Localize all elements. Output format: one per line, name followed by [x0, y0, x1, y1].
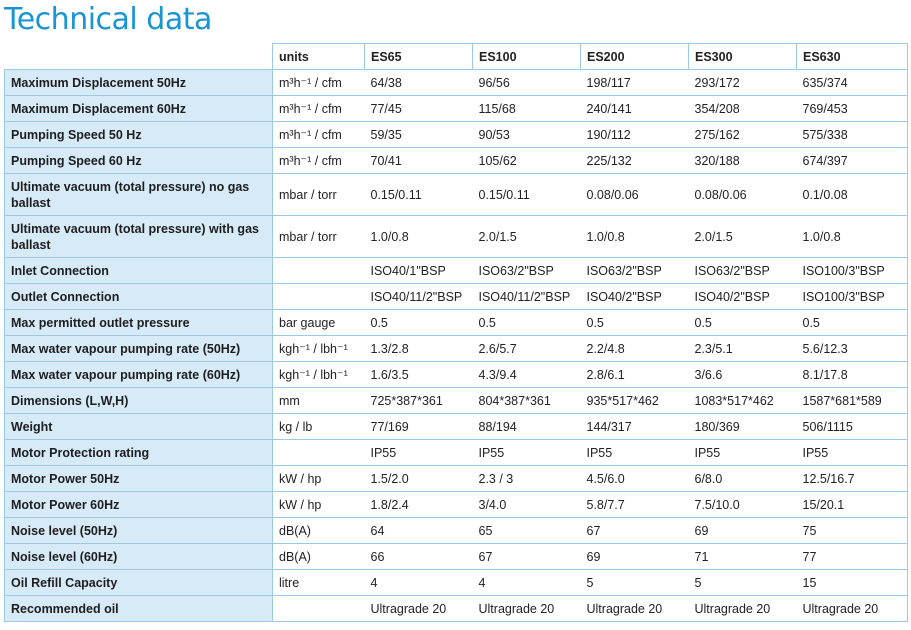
column-header-units: units — [273, 44, 365, 70]
row-unit: m³h⁻¹ / cfm — [273, 148, 365, 174]
table-row — [5, 518, 908, 544]
table-row — [5, 440, 908, 466]
cell-value: 725*387*361 — [365, 388, 473, 414]
cell-value: ISO40/2"BSP — [581, 284, 689, 310]
cell-value: 5.8/7.7 — [581, 492, 689, 518]
cell-value: 190/112 — [581, 122, 689, 148]
row-unit: kgh⁻¹ / lbh⁻¹ — [273, 362, 365, 388]
cell-value: 70/41 — [365, 148, 473, 174]
cell-value: 674/397 — [797, 148, 908, 174]
cell-value: 67 — [473, 544, 581, 570]
cell-value: 105/62 — [473, 148, 581, 174]
cell-value: 1083*517*462 — [689, 388, 797, 414]
cell-value: 180/369 — [689, 414, 797, 440]
row-label: Recommended oil — [5, 596, 273, 622]
cell-value: 15 — [797, 570, 908, 596]
cell-value: 1.0/0.8 — [797, 216, 908, 258]
cell-value: Ultragrade 20 — [797, 596, 908, 622]
cell-value: 0.5 — [365, 310, 473, 336]
cell-value: ISO40/2"BSP — [689, 284, 797, 310]
cell-value: Ultragrade 20 — [365, 596, 473, 622]
cell-value: 635/374 — [797, 70, 908, 96]
row-label: Max water vapour pumping rate (60Hz) — [5, 362, 273, 388]
row-label: Motor Protection rating — [5, 440, 273, 466]
cell-value: ISO40/1"BSP — [365, 258, 473, 284]
column-header-es100: ES100 — [473, 44, 581, 70]
cell-value: ISO63/2"BSP — [581, 258, 689, 284]
row-unit: dB(A) — [273, 518, 365, 544]
row-label: Pumping Speed 60 Hz — [5, 148, 273, 174]
row-unit: mm — [273, 388, 365, 414]
row-label: Oil Refill Capacity — [5, 570, 273, 596]
cell-value: 0.5 — [473, 310, 581, 336]
cell-value: ISO100/3"BSP — [797, 258, 908, 284]
row-unit: litre — [273, 570, 365, 596]
cell-value: ISO100/3"BSP — [797, 284, 908, 310]
cell-value: IP55 — [473, 440, 581, 466]
cell-value: 5 — [581, 570, 689, 596]
cell-value: ISO40/11/2"BSP — [365, 284, 473, 310]
cell-value: 90/53 — [473, 122, 581, 148]
cell-value: 275/162 — [689, 122, 797, 148]
row-unit: kg / lb — [273, 414, 365, 440]
cell-value: ISO63/2"BSP — [689, 258, 797, 284]
row-label: Dimensions (L,W,H) — [5, 388, 273, 414]
cell-value: 65 — [473, 518, 581, 544]
table-row — [5, 466, 908, 492]
column-header-es300: ES300 — [689, 44, 797, 70]
table-row — [5, 388, 908, 414]
row-label: Ultimate vacuum (total pressure) with gas ballast — [5, 216, 273, 258]
cell-value: Ultragrade 20 — [689, 596, 797, 622]
cell-value: 293/172 — [689, 70, 797, 96]
table-row — [5, 284, 908, 310]
cell-value: 69 — [581, 544, 689, 570]
cell-value: 198/117 — [581, 70, 689, 96]
table-row — [5, 362, 908, 388]
cell-value: 0.08/0.06 — [689, 174, 797, 216]
cell-value: 7.5/10.0 — [689, 492, 797, 518]
cell-value: 59/35 — [365, 122, 473, 148]
table-row — [5, 148, 908, 174]
cell-value: 354/208 — [689, 96, 797, 122]
table-row — [5, 570, 908, 596]
row-unit — [273, 258, 365, 284]
cell-value: 5.6/12.3 — [797, 336, 908, 362]
cell-value: 240/141 — [581, 96, 689, 122]
cell-value: IP55 — [365, 440, 473, 466]
table-row — [5, 70, 908, 96]
cell-value: 3/4.0 — [473, 492, 581, 518]
cell-value: 769/453 — [797, 96, 908, 122]
cell-value: 4.5/6.0 — [581, 466, 689, 492]
table-row — [5, 336, 908, 362]
row-label: Motor Power 50Hz — [5, 466, 273, 492]
cell-value: 1.0/0.8 — [581, 216, 689, 258]
row-label: Ultimate vacuum (total pressure) no gas ballast — [5, 174, 273, 216]
row-unit: m³h⁻¹ / cfm — [273, 122, 365, 148]
column-header-es630: ES630 — [797, 44, 908, 70]
cell-value: 64/38 — [365, 70, 473, 96]
table-body — [5, 70, 908, 622]
row-unit: dB(A) — [273, 544, 365, 570]
cell-value: 67 — [581, 518, 689, 544]
cell-value: 935*517*462 — [581, 388, 689, 414]
cell-value: 77/169 — [365, 414, 473, 440]
cell-value: 4 — [473, 570, 581, 596]
cell-value: 88/194 — [473, 414, 581, 440]
cell-value: 71 — [689, 544, 797, 570]
row-unit: bar gauge — [273, 310, 365, 336]
cell-value: 0.08/0.06 — [581, 174, 689, 216]
row-label: Inlet Connection — [5, 258, 273, 284]
cell-value: 1.6/3.5 — [365, 362, 473, 388]
row-label: Pumping Speed 50 Hz — [5, 122, 273, 148]
table-row — [5, 492, 908, 518]
cell-value: 6/8.0 — [689, 466, 797, 492]
cell-value: 0.15/0.11 — [365, 174, 473, 216]
row-label: Maximum Displacement 60Hz — [5, 96, 273, 122]
column-header-es65: ES65 — [365, 44, 473, 70]
technical-data-table — [4, 43, 908, 622]
cell-value: 75 — [797, 518, 908, 544]
cell-value: 1587*681*589 — [797, 388, 908, 414]
row-unit — [273, 596, 365, 622]
cell-value: 64 — [365, 518, 473, 544]
table-row — [5, 414, 908, 440]
row-unit: kW / hp — [273, 466, 365, 492]
cell-value: 1.3/2.8 — [365, 336, 473, 362]
row-label: Max permitted outlet pressure — [5, 310, 273, 336]
table-row — [5, 258, 908, 284]
cell-value: 225/132 — [581, 148, 689, 174]
cell-value: 96/56 — [473, 70, 581, 96]
cell-value: 77/45 — [365, 96, 473, 122]
header-corner — [5, 44, 273, 70]
cell-value: 0.5 — [797, 310, 908, 336]
cell-value: 2.0/1.5 — [473, 216, 581, 258]
page-title: Technical data — [4, 2, 212, 37]
cell-value: 2.3/5.1 — [689, 336, 797, 362]
cell-value: 1.5/2.0 — [365, 466, 473, 492]
row-unit — [273, 284, 365, 310]
row-label: Maximum Displacement 50Hz — [5, 70, 273, 96]
row-unit — [273, 440, 365, 466]
cell-value: 2.6/5.7 — [473, 336, 581, 362]
table-row — [5, 596, 908, 622]
row-label: Noise level (50Hz) — [5, 518, 273, 544]
cell-value: 3/6.6 — [689, 362, 797, 388]
cell-value: IP55 — [689, 440, 797, 466]
cell-value: 804*387*361 — [473, 388, 581, 414]
cell-value: 506/1115 — [797, 414, 908, 440]
cell-value: 2.0/1.5 — [689, 216, 797, 258]
cell-value: 0.5 — [581, 310, 689, 336]
table-row — [5, 96, 908, 122]
cell-value: Ultragrade 20 — [473, 596, 581, 622]
cell-value: 0.15/0.11 — [473, 174, 581, 216]
cell-value: IP55 — [797, 440, 908, 466]
table-row — [5, 544, 908, 570]
cell-value: 115/68 — [473, 96, 581, 122]
cell-value: 2.2/4.8 — [581, 336, 689, 362]
row-unit: m³h⁻¹ / cfm — [273, 96, 365, 122]
cell-value: 5 — [689, 570, 797, 596]
cell-value: 575/338 — [797, 122, 908, 148]
cell-value: 0.5 — [689, 310, 797, 336]
cell-value: ISO63/2"BSP — [473, 258, 581, 284]
cell-value: 2.3 / 3 — [473, 466, 581, 492]
cell-value: 77 — [797, 544, 908, 570]
cell-value: 1.8/2.4 — [365, 492, 473, 518]
cell-value: 8.1/17.8 — [797, 362, 908, 388]
cell-value: 2.8/6.1 — [581, 362, 689, 388]
row-label: Outlet Connection — [5, 284, 273, 310]
column-header-es200: ES200 — [581, 44, 689, 70]
row-unit: kW / hp — [273, 492, 365, 518]
table-row — [5, 174, 908, 216]
table-header-row — [5, 44, 908, 70]
row-label: Weight — [5, 414, 273, 440]
cell-value: 144/317 — [581, 414, 689, 440]
cell-value: 66 — [365, 544, 473, 570]
cell-value: 4 — [365, 570, 473, 596]
row-label: Noise level (60Hz) — [5, 544, 273, 570]
cell-value: 1.0/0.8 — [365, 216, 473, 258]
cell-value: 320/188 — [689, 148, 797, 174]
cell-value: IP55 — [581, 440, 689, 466]
cell-value: Ultragrade 20 — [581, 596, 689, 622]
cell-value: 4.3/9.4 — [473, 362, 581, 388]
table-row — [5, 310, 908, 336]
row-unit: kgh⁻¹ / lbh⁻¹ — [273, 336, 365, 362]
cell-value: 12.5/16.7 — [797, 466, 908, 492]
row-unit: mbar / torr — [273, 174, 365, 216]
table-row — [5, 122, 908, 148]
row-label: Max water vapour pumping rate (50Hz) — [5, 336, 273, 362]
cell-value: 0.1/0.08 — [797, 174, 908, 216]
row-label: Motor Power 60Hz — [5, 492, 273, 518]
cell-value: 69 — [689, 518, 797, 544]
row-unit: m³h⁻¹ / cfm — [273, 70, 365, 96]
row-unit: mbar / torr — [273, 216, 365, 258]
table-row — [5, 216, 908, 258]
cell-value: 15/20.1 — [797, 492, 908, 518]
cell-value: ISO40/11/2"BSP — [473, 284, 581, 310]
